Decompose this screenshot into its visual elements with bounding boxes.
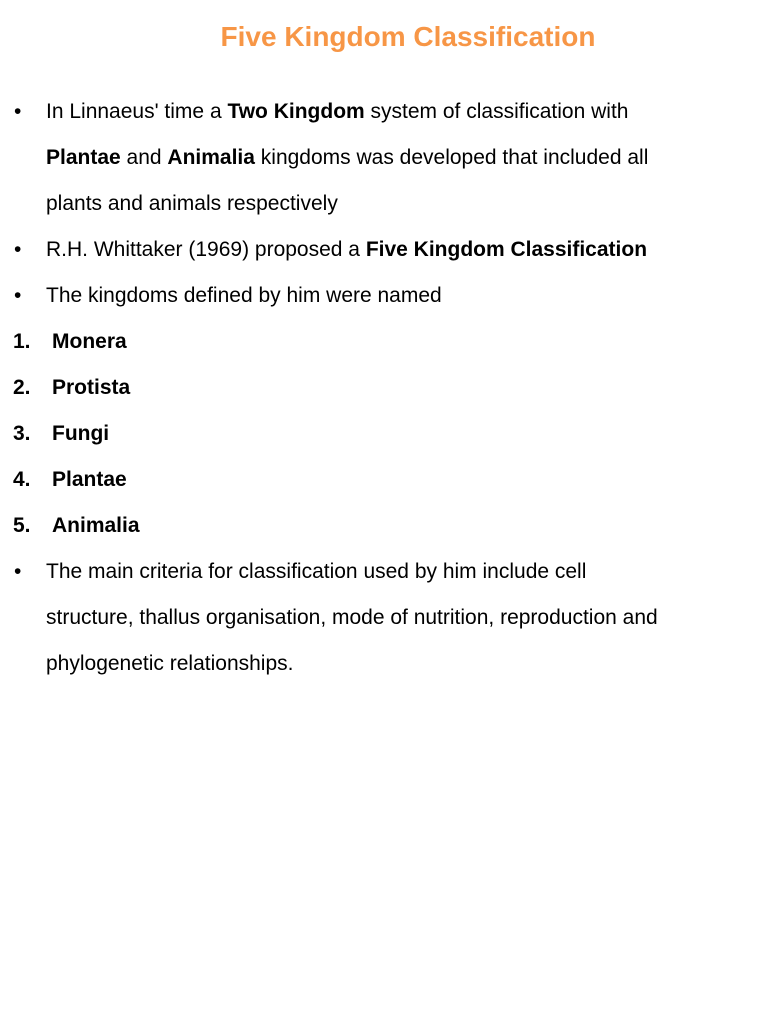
text-segment: kingdoms was developed that included all (254, 146, 649, 169)
text-segment: system of classification with (364, 100, 629, 123)
bullet-continuation (0, 641, 768, 687)
text-segment: The main criteria for classification used by him include cell (46, 560, 587, 583)
kingdom-name: Monera (52, 330, 127, 353)
list-item-kingdom (0, 457, 768, 503)
list-number: 1. (13, 330, 31, 353)
bullet-item-whittaker (0, 227, 768, 273)
list-item-kingdom (0, 411, 768, 457)
kingdom-name: Animalia (52, 514, 140, 537)
content-body (0, 89, 768, 687)
kingdom-name: Plantae (52, 468, 127, 491)
list-item-kingdom (0, 503, 768, 549)
bold-term: Two Kingdom (227, 100, 365, 123)
kingdom-name: Protista (52, 376, 131, 399)
text-segment: plants and animals respectively (46, 192, 338, 215)
bullet-continuation (0, 595, 768, 641)
text-segment: R.H. Whittaker (1969) proposed a (46, 238, 366, 261)
bullet-item-kingdoms-named (0, 273, 768, 319)
list-number: 2. (13, 376, 31, 399)
text-segment: and (120, 146, 168, 169)
list-number: 5. (13, 514, 31, 537)
bullet-item-criteria (0, 549, 768, 595)
list-number: 3. (13, 422, 31, 445)
page-title: Five Kingdom Classification (220, 21, 596, 52)
text-segment: In Linnaeus' time a (46, 100, 228, 123)
list-item-kingdom (0, 365, 768, 411)
bullet-item-two-kingdom (0, 89, 768, 135)
list-number: 4. (13, 468, 31, 491)
bold-term: Plantae (46, 146, 121, 169)
text-segment: The kingdoms defined by him were named (46, 284, 442, 307)
bullet-continuation (0, 181, 768, 227)
bullet-marker: • (14, 100, 22, 123)
bullet-marker: • (14, 238, 22, 261)
bold-term: Animalia (167, 146, 255, 169)
text-segment: phylogenetic relationships. (46, 652, 294, 675)
bullet-continuation (0, 135, 768, 181)
text-segment: structure, thallus organisation, mode of nutrition, reproduction and (46, 606, 658, 629)
list-item-kingdom (0, 319, 768, 365)
bold-term: Five Kingdom Classification (365, 238, 648, 261)
bullet-marker: • (14, 284, 22, 307)
bullet-marker: • (14, 560, 22, 583)
kingdom-name: Fungi (52, 422, 110, 445)
